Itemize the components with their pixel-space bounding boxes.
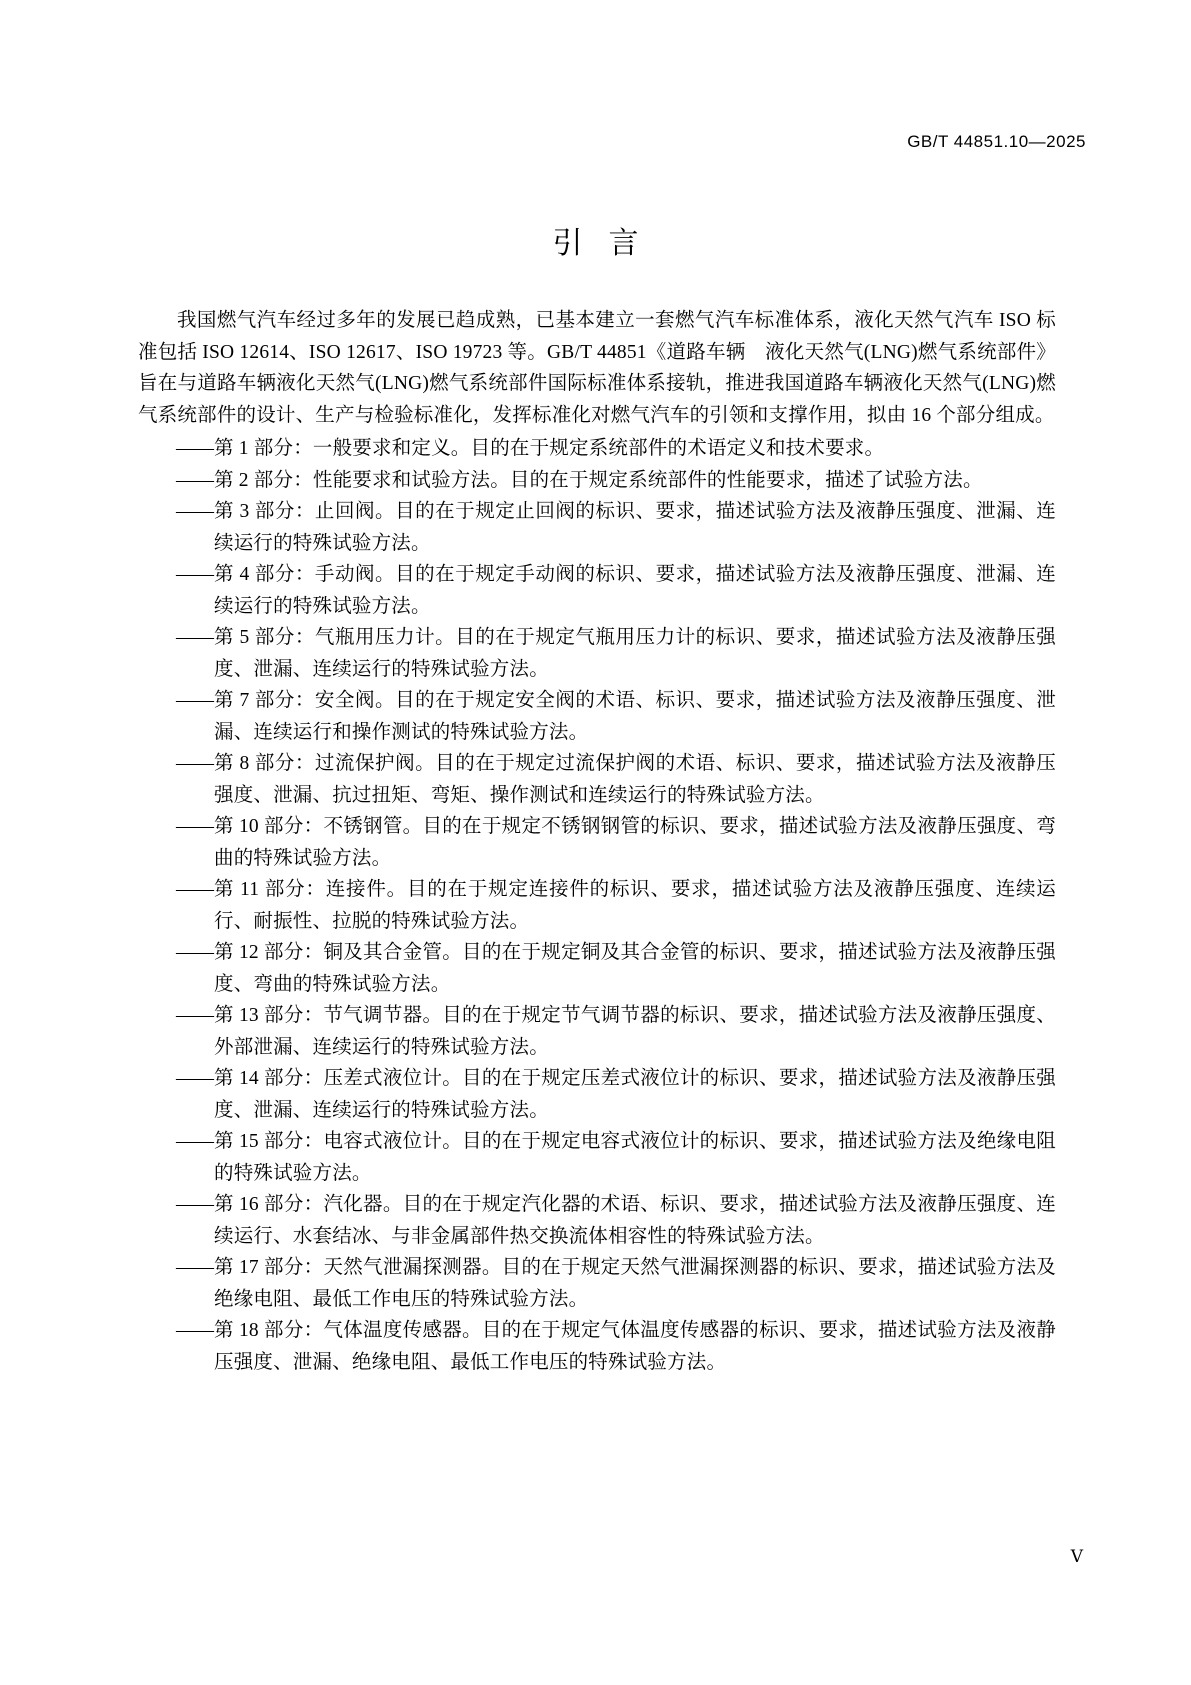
dash-marker: —— bbox=[176, 1068, 213, 1089]
list-item bbox=[138, 1315, 1056, 1378]
dash-marker: —— bbox=[176, 564, 213, 585]
dash-marker: —— bbox=[176, 690, 213, 711]
list-item bbox=[138, 811, 1056, 874]
parts-list bbox=[138, 433, 1056, 1378]
list-item bbox=[138, 685, 1056, 748]
list-item-text: 第 10 部分：不锈钢管。目的在于规定不锈钢钢管的标识、要求，描述试验方法及液静压强度、弯曲的特殊试验方法。 bbox=[214, 816, 1056, 869]
list-item bbox=[138, 748, 1056, 811]
list-item bbox=[138, 622, 1056, 685]
list-item bbox=[138, 465, 1056, 497]
dash-marker: —— bbox=[176, 1194, 213, 1215]
list-item-text: 第 13 部分：节气调节器。目的在于规定节气调节器的标识、要求，描述试验方法及液静压强度、外部泄漏、连续运行的特殊试验方法。 bbox=[214, 1005, 1056, 1058]
list-item bbox=[138, 1252, 1056, 1315]
list-item-text: 第 7 部分：安全阀。目的在于规定安全阀的术语、标识、要求，描述试验方法及液静压强度、泄漏、连续运行和操作测试的特殊试验方法。 bbox=[214, 690, 1056, 743]
list-item-text: 第 5 部分：气瓶用压力计。目的在于规定气瓶用压力计的标识、要求，描述试验方法及液静压强度、泄漏、连续运行的特殊试验方法。 bbox=[214, 627, 1056, 680]
dash-marker: —— bbox=[176, 501, 213, 522]
list-item-text: 第 2 部分：性能要求和试验方法。目的在于规定系统部件的性能要求，描述了试验方法。 bbox=[214, 469, 983, 491]
list-item-text: 第 4 部分：手动阀。目的在于规定手动阀的标识、要求，描述试验方法及液静压强度、泄漏、连续运行的特殊试验方法。 bbox=[214, 564, 1056, 617]
list-item bbox=[138, 1189, 1056, 1252]
dash-marker: —— bbox=[176, 469, 213, 491]
list-item-text: 第 18 部分：气体温度传感器。目的在于规定气体温度传感器的标识、要求，描述试验方法及液静压强度、泄漏、绝缘电阻、最低工作电压的特殊试验方法。 bbox=[214, 1320, 1056, 1373]
dash-marker: —— bbox=[176, 753, 213, 774]
list-item bbox=[138, 937, 1056, 1000]
list-item-text: 第 8 部分：过流保护阀。目的在于规定过流保护阀的术语、标识、要求，描述试验方法及液静压强度、泄漏、抗过扭矩、弯矩、操作测试和连续运行的特殊试验方法。 bbox=[214, 753, 1056, 806]
list-item-text: 第 16 部分：汽化器。目的在于规定汽化器的术语、标识、要求，描述试验方法及液静压强度、连续运行、水套结冰、与非金属部件热交换流体相容性的特殊试验方法。 bbox=[214, 1194, 1056, 1247]
list-item-text: 第 12 部分：铜及其合金管。目的在于规定铜及其合金管的标识、要求，描述试验方法及液静压强度、弯曲的特殊试验方法。 bbox=[214, 942, 1056, 995]
dash-marker: —— bbox=[176, 879, 213, 900]
list-item bbox=[138, 496, 1056, 559]
dash-marker: —— bbox=[176, 1320, 213, 1341]
dash-marker: —— bbox=[176, 816, 213, 837]
list-item-text: 第 1 部分：一般要求和定义。目的在于规定系统部件的术语定义和技术要求。 bbox=[214, 438, 885, 459]
list-item bbox=[138, 559, 1056, 622]
list-item-text: 第 14 部分：压差式液位计。目的在于规定压差式液位计的标识、要求，描述试验方法及液静压强度、泄漏、连续运行的特殊试验方法。 bbox=[214, 1068, 1056, 1121]
list-item bbox=[138, 1063, 1056, 1126]
dash-marker: —— bbox=[176, 1257, 213, 1278]
list-item-text: 第 17 部分：天然气泄漏探测器。目的在于规定天然气泄漏探测器的标识、要求，描述试验方法及绝缘电阻、最低工作电压的特殊试验方法。 bbox=[214, 1257, 1056, 1310]
dash-marker: —— bbox=[176, 627, 213, 648]
list-item bbox=[138, 1126, 1056, 1189]
list-item bbox=[138, 433, 1056, 465]
list-item bbox=[138, 874, 1056, 937]
document-body bbox=[138, 305, 1056, 1378]
page-number: Ⅴ bbox=[1070, 1547, 1083, 1566]
list-item-text: 第 3 部分：止回阀。目的在于规定止回阀的标识、要求，描述试验方法及液静压强度、泄漏、连续运行的特殊试验方法。 bbox=[214, 501, 1056, 554]
intro-paragraph: 我国燃气汽车经过多年的发展已趋成熟，已基本建立一套燃气汽车标准体系，液化天然气汽车 ISO 标准包括 ISO 12614、ISO 12617、ISO 19723 等。GB/T 44851《道路车辆 液化天然气(LNG)燃气系统部件》旨在与道路车辆液化天然气(LNG)燃气系统部件国际标准体系接轨，推进我国道路车辆液化天然气(LNG)燃气系统部件的设计、生产与检验标准化，发挥标准化对燃气汽车的引领和支撑作用，拟由 16 个部分组成。 bbox=[138, 310, 1056, 426]
dash-marker: —— bbox=[176, 438, 213, 459]
list-item-text: 第 15 部分：电容式液位计。目的在于规定电容式液位计的标识、要求，描述试验方法及绝缘电阻的特殊试验方法。 bbox=[214, 1131, 1056, 1184]
page-header-standard-number: GB/T 44851.10—2025 bbox=[907, 132, 1086, 151]
dash-marker: —— bbox=[176, 1131, 213, 1152]
list-item bbox=[138, 1000, 1056, 1063]
dash-marker: —— bbox=[176, 942, 213, 963]
dash-marker: —— bbox=[176, 1005, 213, 1026]
list-item-text: 第 11 部分：连接件。目的在于规定连接件的标识、要求，描述试验方法及液静压强度、连续运行、耐振性、拉脱的特殊试验方法。 bbox=[214, 879, 1056, 932]
page-title: 引言 bbox=[552, 227, 665, 260]
